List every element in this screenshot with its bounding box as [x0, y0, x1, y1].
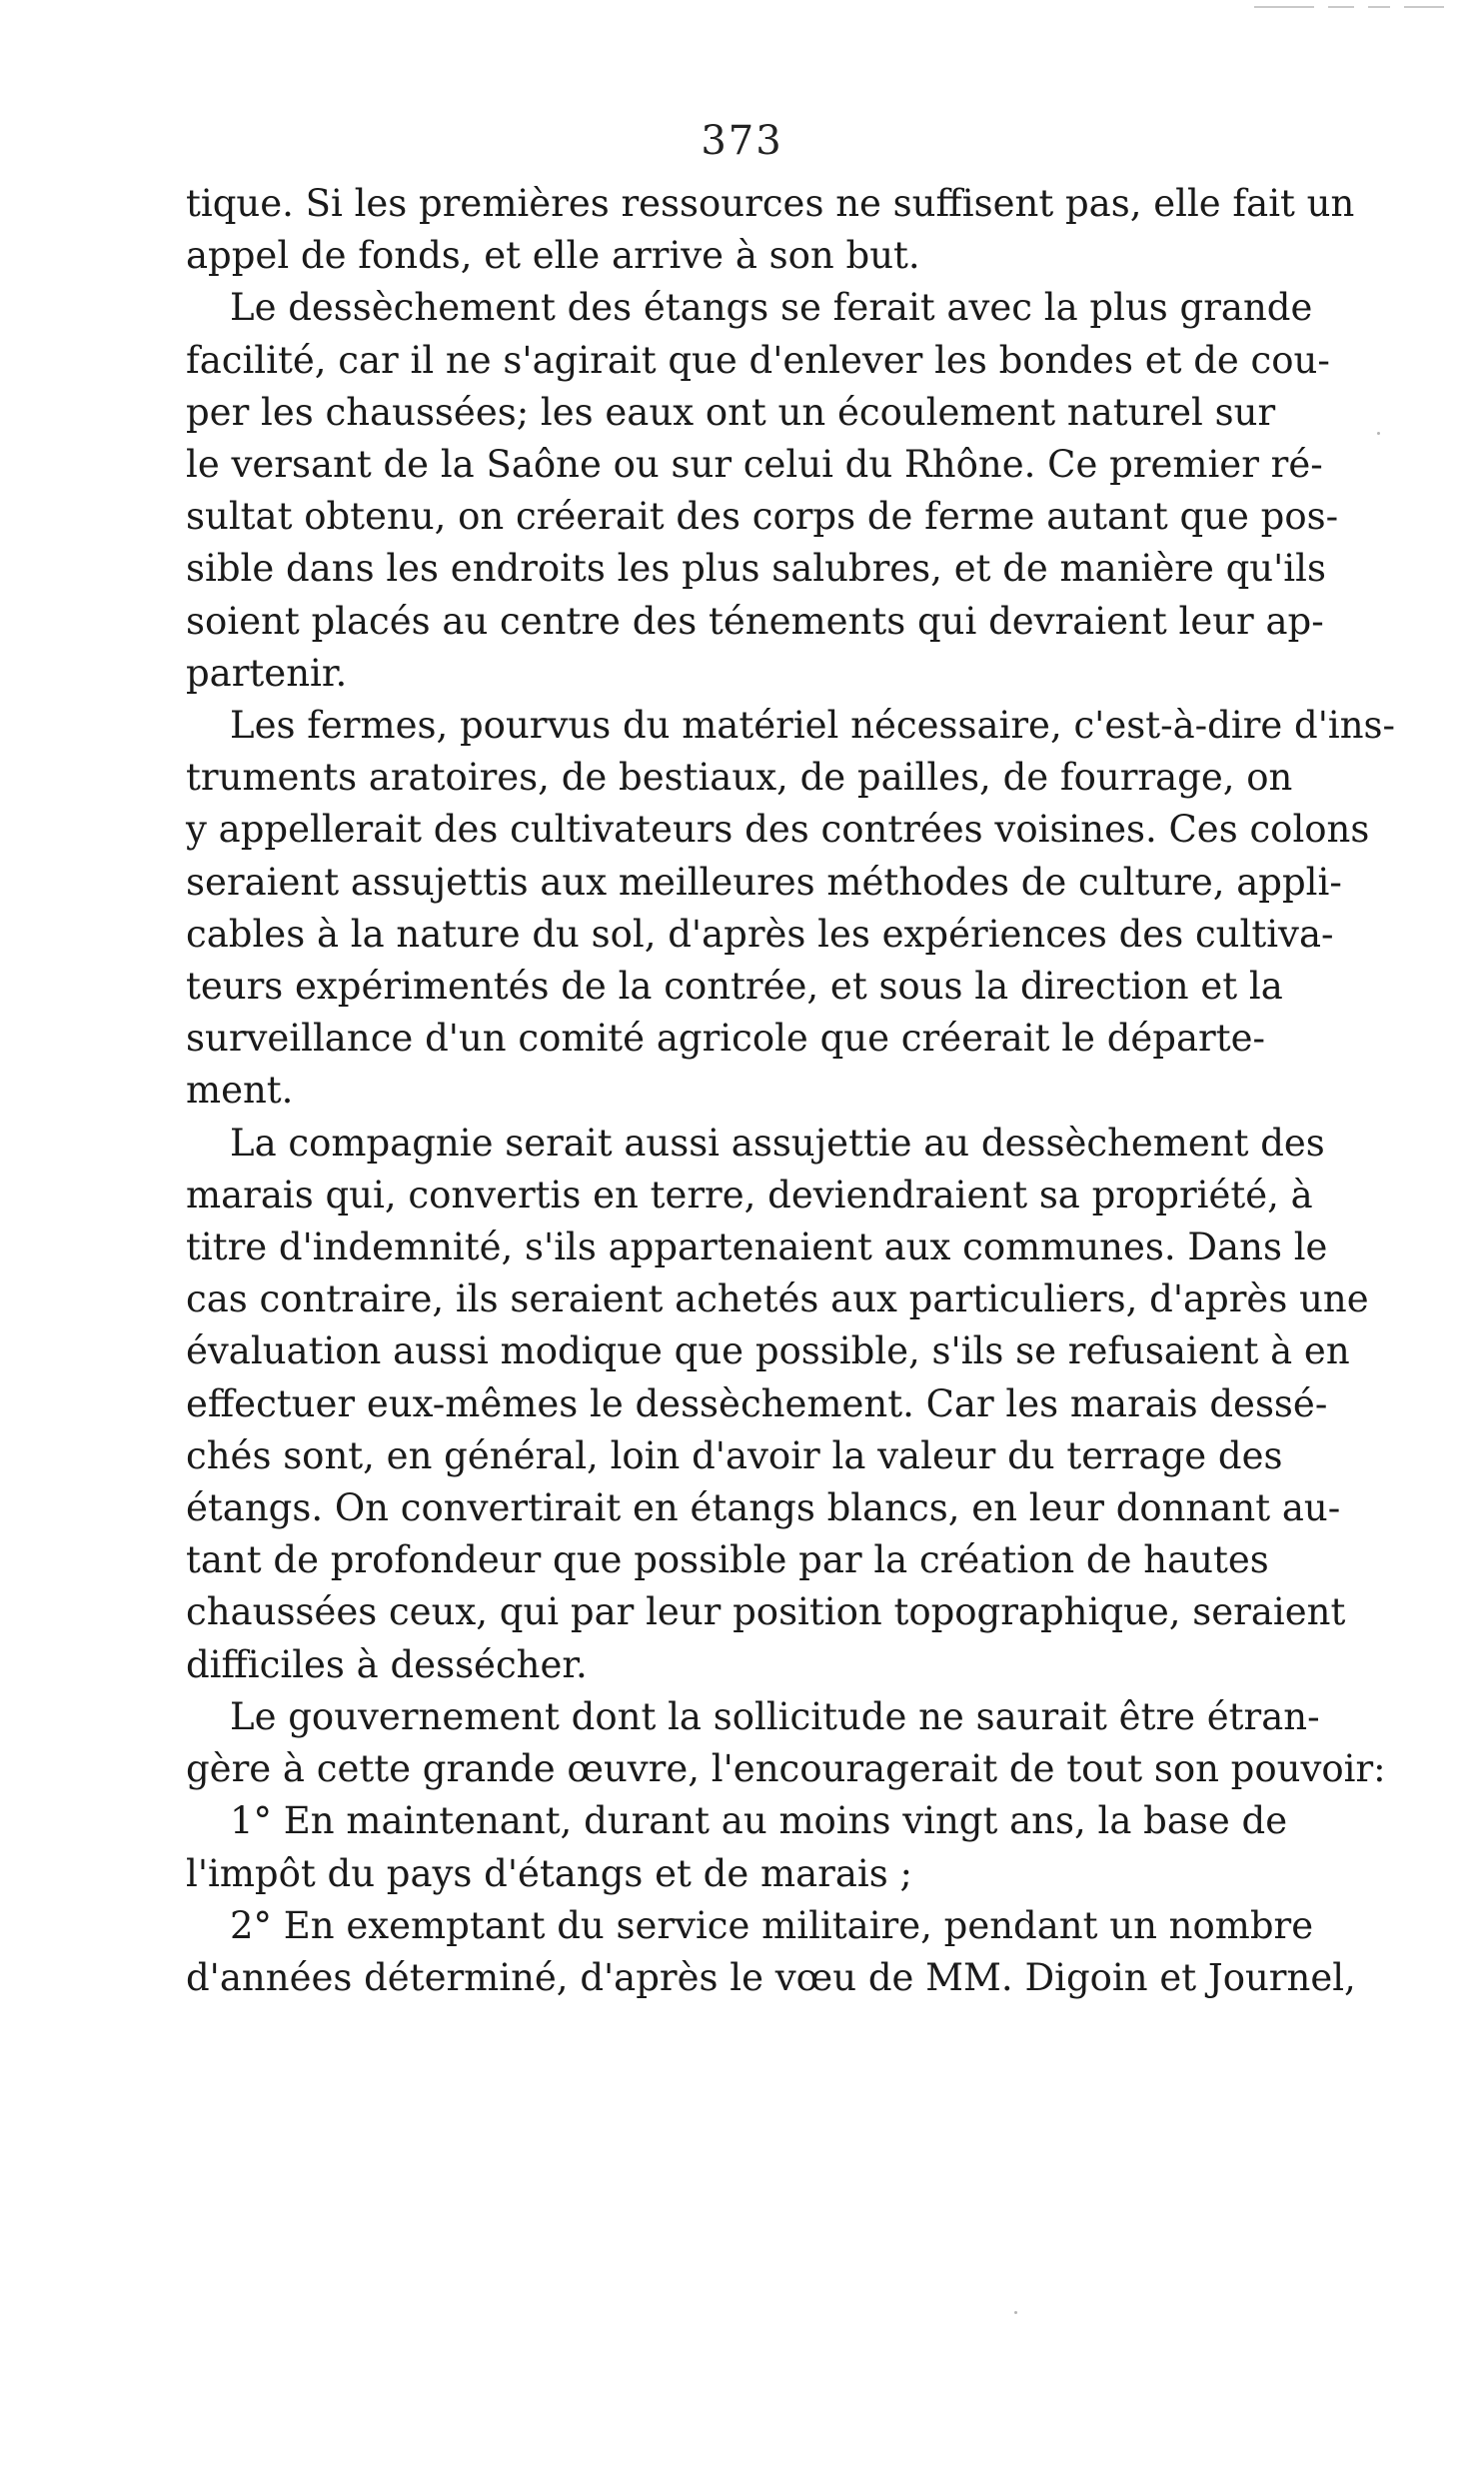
text-line: soient placés au centre des ténements qui devraient leur ap- — [186, 599, 1324, 643]
paragraph-1 — [186, 178, 1355, 282]
paragraph-5 — [186, 1691, 1386, 1795]
text-line: per les chaussées; les eaux ont un écoulement naturel sur — [186, 390, 1276, 434]
text-line: chés sont, en général, loin d'avoir la valeur du terrage des — [186, 1433, 1283, 1477]
text-line: gère à cette grande œuvre, l'encouragerait de tout son pouvoir: — [186, 1747, 1386, 1791]
text-line: étangs. On convertirait en étangs blancs, en leur donnant au- — [186, 1486, 1341, 1530]
text-line: cables à la nature du sol, d'après les expériences des cultiva- — [186, 912, 1334, 956]
text-line: d'années déterminé, d'après le vœu de MM. Digoin et Journel, — [186, 1955, 1356, 1999]
text-line: truments aratoires, de bestiaux, de pailles, de fourrage, on — [186, 756, 1293, 800]
text-line: marais qui, convertis en terre, deviendraient sa propriété, à — [186, 1173, 1313, 1217]
page-number: 373 — [701, 118, 783, 164]
text-line: surveillance d'un comité agricole que créerait le départe- — [186, 1017, 1265, 1061]
text-line: appel de fonds, et elle arrive à son but. — [186, 234, 920, 278]
paragraph-3 — [186, 700, 1396, 1118]
text-line: le versant de la Saône ou sur celui du Rhône. Ce premier ré- — [186, 443, 1323, 487]
scan-speck — [1014, 2311, 1017, 2314]
text-line: La compagnie serait aussi assujettie au dessèchement des — [230, 1121, 1325, 1165]
text-line: ment. — [186, 1069, 294, 1113]
text-line: partenir. — [186, 651, 348, 695]
text-line: 1° En maintenant, durant au moins vingt ans, la base de — [230, 1799, 1288, 1843]
text-line: titre d'indemnité, s'ils appartenaient aux communes. Dans le — [186, 1226, 1328, 1269]
paragraph-7 — [186, 1900, 1356, 2004]
paragraph-6 — [186, 1795, 1288, 1899]
text-line: tique. Si les premières ressources ne suffisent pas, elle fait un — [186, 182, 1355, 225]
text-line: Les fermes, pourvus du matériel nécessaire, c'est-à-dire d'ins- — [230, 704, 1396, 748]
text-line: évaluation aussi modique que possible, s'ils se refusaient à en — [186, 1329, 1350, 1373]
text-line: teurs expérimentés de la contrée, et sous la direction et la — [186, 965, 1283, 1009]
scan-edge-marks — [1254, 6, 1444, 8]
text-line: tant de profondeur que possible par la création de hautes — [186, 1538, 1269, 1582]
text-line: chaussées ceux, qui par leur position topographique, seraient — [186, 1590, 1346, 1634]
text-line: difficiles à dessécher. — [186, 1642, 588, 1686]
text-line: sible dans les endroits les plus salubres, et de manière qu'ils — [186, 547, 1326, 591]
text-line: seraient assujettis aux meilleures méthodes de culture, appli- — [186, 860, 1342, 904]
paragraph-4 — [186, 1118, 1369, 1691]
scan-speck — [1377, 432, 1380, 435]
text-line: Le gouvernement dont la sollicitude ne saurait être étran- — [230, 1694, 1320, 1738]
text-line: y appellerait des cultivateurs des contrées voisines. Ces colons — [186, 808, 1370, 852]
text-line: l'impôt du pays d'étangs et de marais ; — [186, 1851, 912, 1895]
text-line: Le dessèchement des étangs se ferait avec la plus grande — [230, 286, 1313, 330]
text-line: 2° En exemptant du service militaire, pendant un nombre — [230, 1903, 1314, 1947]
body-text — [186, 178, 1396, 2004]
text-line: cas contraire, ils seraient achetés aux particuliers, d'après une — [186, 1277, 1369, 1321]
paragraph-2 — [186, 282, 1339, 700]
text-line: sultat obtenu, on créerait des corps de ferme autant que pos- — [186, 495, 1339, 539]
text-line: effectuer eux-mêmes le dessèchement. Car les marais dessé- — [186, 1381, 1328, 1425]
text-line: facilité, car il ne s'agirait que d'enlever les bondes et de cou- — [186, 338, 1330, 382]
